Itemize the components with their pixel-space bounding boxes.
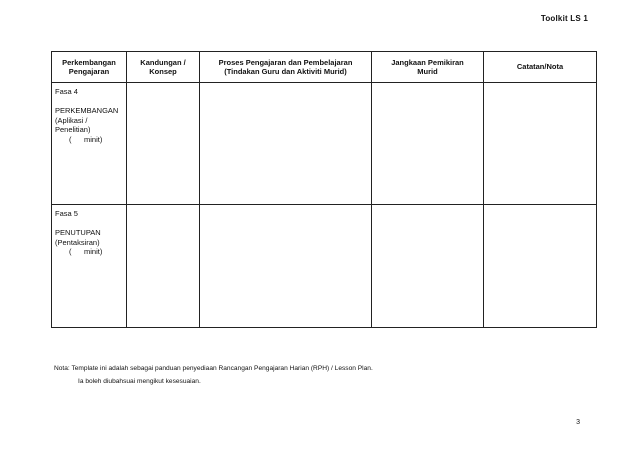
phase-cell [52, 83, 127, 205]
phase-duration: ( minit) [69, 135, 103, 144]
table-row [52, 83, 597, 205]
phase-number: Fasa 4 [55, 87, 78, 96]
kandungan-cell[interactable] [127, 83, 200, 205]
kandungan-cell[interactable] [127, 205, 200, 328]
column-header-catatan: Catatan/Nota [484, 52, 597, 83]
column-header-proses: Proses Pengajaran dan Pembelajaran (Tindakan Guru dan Aktiviti Murid) [200, 52, 372, 83]
note-line: Ia boleh diubahsuai mengikut kesesuaian. [78, 377, 201, 385]
table-row [52, 205, 597, 328]
jangkaan-cell[interactable] [372, 205, 484, 328]
document-tag: Toolkit LS 1 [540, 14, 588, 23]
page-number: 3 [576, 419, 580, 426]
column-header-perkembangan: Perkembangan Pengajaran [52, 52, 127, 83]
column-header-kandungan: Kandungan / Konsep [127, 52, 200, 83]
jangkaan-cell[interactable] [372, 83, 484, 205]
catatan-cell[interactable] [484, 205, 597, 328]
phase-number: Fasa 5 [55, 209, 78, 218]
lesson-plan-table [51, 51, 597, 328]
note-line: Nota: Template ini adalah sebagai panduan penyediaan Rancangan Pengajaran Harian (RPH) / Lesson Plan. [54, 365, 373, 372]
proses-cell[interactable] [200, 205, 372, 328]
phase-detail: (Pentaksiran) [55, 237, 100, 247]
proses-cell[interactable] [200, 83, 372, 205]
catatan-cell[interactable] [484, 83, 597, 205]
note-block [54, 363, 373, 388]
table-header-row [52, 52, 597, 83]
phase-name: PENUTUPAN [55, 227, 101, 237]
phase-duration: ( minit) [69, 247, 103, 257]
phase-detail: (Aplikasi / [55, 115, 88, 125]
phase-detail: Penelitian) [55, 125, 91, 135]
column-header-jangkaan: Jangkaan Pemikiran Murid [372, 52, 484, 83]
phase-name: PERKEMBANGAN [55, 105, 119, 115]
phase-cell [52, 205, 127, 328]
